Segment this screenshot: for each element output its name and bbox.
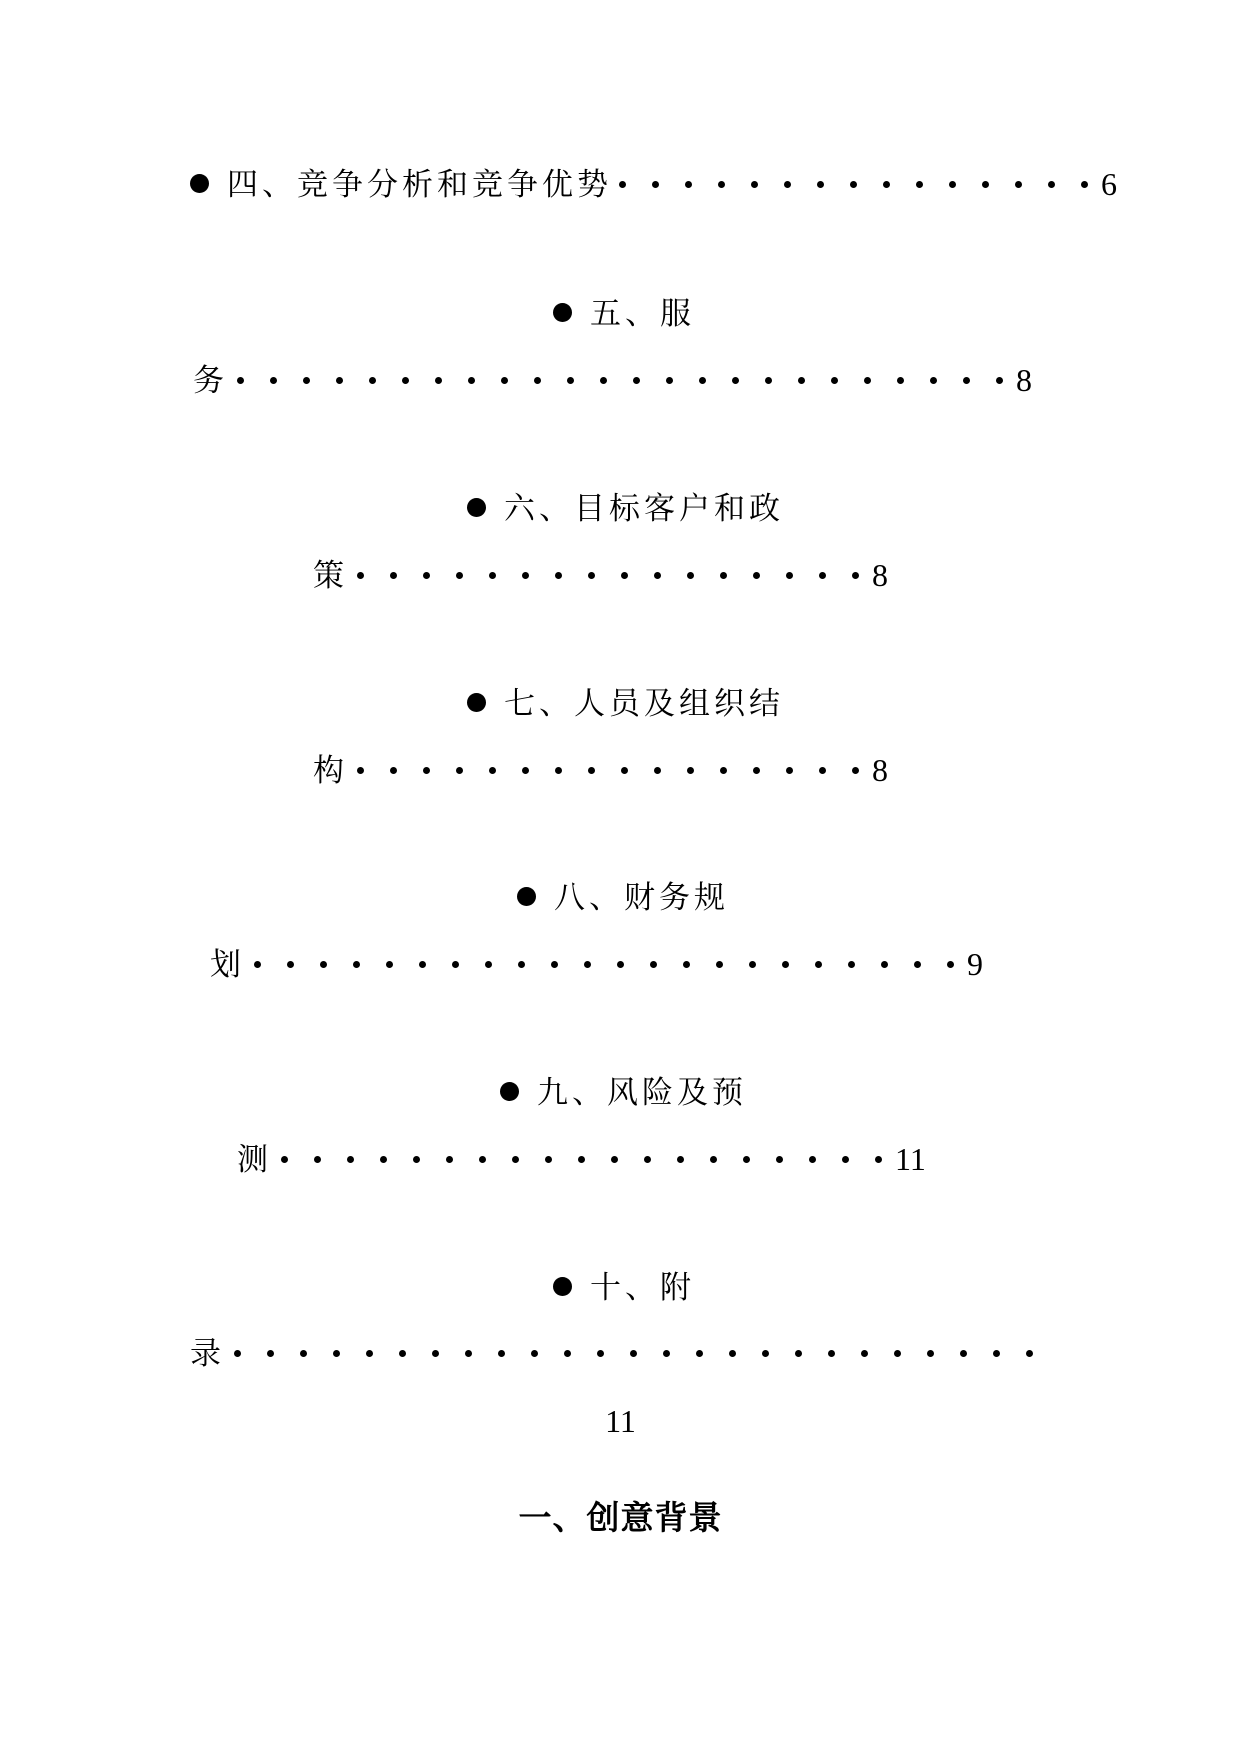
leader-dot <box>380 1156 387 1163</box>
leader-dot <box>852 572 859 579</box>
leader-dot <box>357 767 364 774</box>
leader-dot <box>930 377 937 384</box>
leader-dot <box>281 1156 288 1163</box>
leader-dot <box>732 377 739 384</box>
leader-dot <box>696 1350 703 1357</box>
leader-dot <box>798 377 805 384</box>
leader-dot <box>633 377 640 384</box>
bullet-icon <box>467 498 486 517</box>
leader-dot <box>234 1350 241 1357</box>
leader-dot <box>270 377 277 384</box>
leader-dot <box>762 1350 769 1357</box>
leader-dot <box>545 1156 552 1163</box>
toc-entry-heading: 八、财务规 <box>554 880 729 916</box>
leader-dot <box>600 377 607 384</box>
leader-dot <box>663 1350 670 1357</box>
leader-dot <box>413 1156 420 1163</box>
section-title: 一、创意背景 <box>518 1498 723 1537</box>
leader-dots <box>224 363 1016 399</box>
leader-dot <box>267 1350 274 1357</box>
leader-dot <box>864 377 871 384</box>
leader-dot <box>654 572 661 579</box>
leader-dot <box>650 961 657 968</box>
leader-dot <box>652 181 659 188</box>
toc-entry-page: 6 <box>1101 166 1117 202</box>
leader-dot <box>710 1156 717 1163</box>
bullet-icon <box>517 887 536 906</box>
leader-dots <box>606 167 1101 203</box>
bullet-icon <box>190 174 209 193</box>
leader-dots <box>268 1142 895 1178</box>
leader-dot <box>522 767 529 774</box>
bullet-icon <box>553 303 572 322</box>
leader-dot <box>452 961 459 968</box>
leader-dot <box>468 377 475 384</box>
toc-entry-tail: 构 <box>313 753 344 789</box>
leader-dot <box>1048 181 1055 188</box>
leader-dot <box>960 1350 967 1357</box>
leader-dot <box>512 1156 519 1163</box>
leader-dot <box>300 1350 307 1357</box>
toc-entry-tail: 测 <box>237 1142 268 1178</box>
leader-dot <box>518 961 525 968</box>
leader-dot <box>753 767 760 774</box>
leader-dot <box>597 1350 604 1357</box>
leader-dot <box>765 377 772 384</box>
leader-dot <box>842 1156 849 1163</box>
bullet-icon <box>553 1277 572 1296</box>
leader-dot <box>782 961 789 968</box>
leader-dot <box>336 377 343 384</box>
leader-dot <box>584 961 591 968</box>
leader-dot <box>828 1350 835 1357</box>
leader-dots <box>241 947 967 983</box>
leader-dot <box>237 377 244 384</box>
toc-entry-page: 11 <box>605 1403 636 1439</box>
leader-dot <box>353 961 360 968</box>
leader-dot <box>850 181 857 188</box>
leader-dot <box>498 1350 505 1357</box>
toc-entry-8-leader <box>210 944 983 984</box>
leader-dot <box>489 572 496 579</box>
leader-dot <box>578 1156 585 1163</box>
leader-dot <box>795 1350 802 1357</box>
leader-dot <box>729 1350 736 1357</box>
leader-dot <box>861 1350 868 1357</box>
leader-dot <box>386 961 393 968</box>
toc-entry-page: 11 <box>895 1141 926 1177</box>
bullet-icon <box>467 693 486 712</box>
leader-dot <box>456 767 463 774</box>
leader-dot <box>390 767 397 774</box>
leader-dot <box>333 1350 340 1357</box>
leader-dot <box>435 377 442 384</box>
leader-dot <box>666 377 673 384</box>
leader-dot <box>683 961 690 968</box>
leader-dot <box>357 572 364 579</box>
leader-dot <box>897 377 904 384</box>
leader-dot <box>817 181 824 188</box>
leader-dot <box>883 181 890 188</box>
toc-entry-tail: 划 <box>210 947 241 983</box>
toc-entry-10-page-line <box>0 1401 1241 1441</box>
leader-dots <box>344 558 872 594</box>
leader-dot <box>254 961 261 968</box>
leader-dot <box>621 767 628 774</box>
leader-dot <box>534 377 541 384</box>
leader-dot <box>446 1156 453 1163</box>
leader-dot <box>786 767 793 774</box>
leader-dot <box>347 1156 354 1163</box>
leader-dot <box>749 961 756 968</box>
leader-dot <box>687 767 694 774</box>
toc-entry-6-heading <box>467 489 784 529</box>
leader-dot <box>611 1156 618 1163</box>
leader-dot <box>751 181 758 188</box>
toc-entry-5-leader <box>193 360 1032 400</box>
leader-dot <box>432 1350 439 1357</box>
leader-dot <box>720 572 727 579</box>
leader-dot <box>402 377 409 384</box>
leader-dot <box>555 767 562 774</box>
leader-dot <box>809 1156 816 1163</box>
leader-dot <box>718 181 725 188</box>
leader-dot <box>630 1350 637 1357</box>
leader-dot <box>456 572 463 579</box>
leader-dot <box>617 961 624 968</box>
leader-dot <box>784 181 791 188</box>
leader-dot <box>914 961 921 968</box>
leader-dot <box>479 1156 486 1163</box>
leader-dot <box>366 1350 373 1357</box>
leader-dot <box>419 961 426 968</box>
leader-dot <box>567 377 574 384</box>
toc-entry-tail: 策 <box>313 558 344 594</box>
leader-dot <box>1015 181 1022 188</box>
leader-dot <box>522 572 529 579</box>
leader-dot <box>819 572 826 579</box>
leader-dots <box>221 1336 1046 1372</box>
toc-entry-heading: 五、服 <box>590 296 695 332</box>
toc-entry-10-leader <box>190 1334 1046 1374</box>
toc-entry-page: 8 <box>872 557 888 593</box>
leader-dot <box>564 1350 571 1357</box>
leader-dot <box>677 1156 684 1163</box>
leader-dot <box>369 377 376 384</box>
leader-dot <box>815 961 822 968</box>
leader-dot <box>687 572 694 579</box>
toc-entry-4 <box>190 164 1117 204</box>
leader-dot <box>963 377 970 384</box>
leader-dot <box>949 181 956 188</box>
leader-dot <box>555 572 562 579</box>
leader-dot <box>654 767 661 774</box>
leader-dot <box>743 1156 750 1163</box>
leader-dot <box>621 572 628 579</box>
leader-dot <box>423 572 430 579</box>
toc-entry-8-heading <box>517 878 729 918</box>
leader-dot <box>720 767 727 774</box>
leader-dot <box>588 572 595 579</box>
leader-dot <box>531 1350 538 1357</box>
toc-entry-6-leader <box>313 555 888 595</box>
toc-entry-tail: 录 <box>190 1336 221 1372</box>
toc-entry-heading: 十、附 <box>590 1270 695 1306</box>
toc-entry-9-heading <box>500 1073 747 1113</box>
leader-dot <box>894 1350 901 1357</box>
leader-dot <box>993 1350 1000 1357</box>
leader-dot <box>303 377 310 384</box>
leader-dot <box>399 1350 406 1357</box>
toc-entry-10-heading <box>553 1268 695 1308</box>
leader-dot <box>831 377 838 384</box>
toc-entry-7-heading <box>467 684 784 724</box>
leader-dot <box>465 1350 472 1357</box>
leader-dot <box>982 181 989 188</box>
leader-dot <box>287 961 294 968</box>
toc-entry-9-leader <box>237 1139 926 1179</box>
leader-dot <box>1026 1350 1033 1357</box>
leader-dot <box>776 1156 783 1163</box>
leader-dot <box>619 181 626 188</box>
toc-entry-page: 9 <box>967 946 983 982</box>
leader-dot <box>927 1350 934 1357</box>
toc-entry-page: 8 <box>872 752 888 788</box>
leader-dot <box>1081 181 1088 188</box>
leader-dot <box>753 572 760 579</box>
leader-dot <box>644 1156 651 1163</box>
leader-dot <box>485 961 492 968</box>
leader-dot <box>819 767 826 774</box>
leader-dot <box>852 767 859 774</box>
leader-dot <box>314 1156 321 1163</box>
leader-dot <box>501 377 508 384</box>
toc-entry-tail: 务 <box>193 363 224 399</box>
leader-dot <box>423 767 430 774</box>
leader-dot <box>786 572 793 579</box>
leader-dots <box>344 753 872 789</box>
bullet-icon <box>500 1082 519 1101</box>
leader-dot <box>875 1156 882 1163</box>
toc-entry-heading: 七、人员及组织结 <box>504 686 784 722</box>
leader-dot <box>588 767 595 774</box>
toc-entry-5-heading <box>553 294 695 334</box>
toc-entry-heading: 九、风险及预 <box>537 1075 747 1111</box>
leader-dot <box>947 961 954 968</box>
leader-dot <box>320 961 327 968</box>
leader-dot <box>685 181 692 188</box>
leader-dot <box>716 961 723 968</box>
toc-entry-heading: 四、竞争分析和竞争优势 <box>227 167 612 203</box>
toc-entry-heading: 六、目标客户和政 <box>504 491 784 527</box>
leader-dot <box>489 767 496 774</box>
leader-dot <box>996 377 1003 384</box>
leader-dot <box>390 572 397 579</box>
leader-dot <box>881 961 888 968</box>
leader-dot <box>848 961 855 968</box>
leader-dot <box>699 377 706 384</box>
toc-entry-page: 8 <box>1016 362 1032 398</box>
toc-entry-7-leader <box>313 750 888 790</box>
leader-dot <box>551 961 558 968</box>
leader-dot <box>916 181 923 188</box>
